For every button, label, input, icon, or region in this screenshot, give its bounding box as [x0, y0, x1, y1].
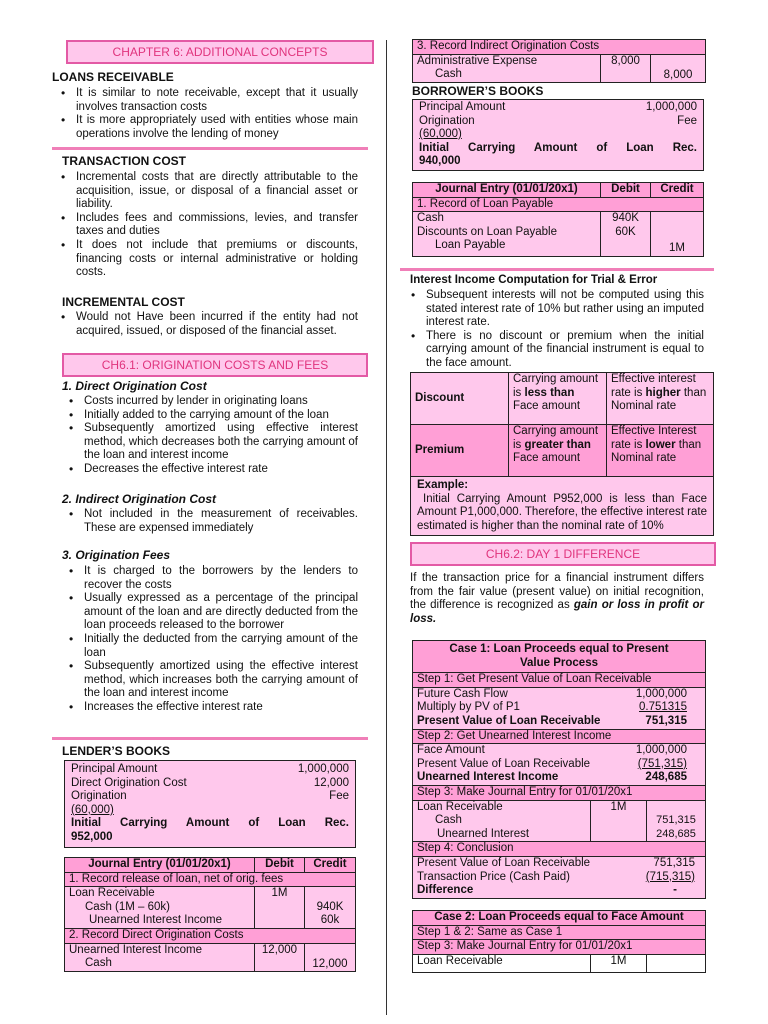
- list-item: • Initially the deducted from the carrying amount of the loan: [60, 633, 358, 660]
- table-row: [413, 925, 706, 940]
- borrower-journal-table: [412, 182, 704, 257]
- entry-line: Cash (1M – 60k): [85, 900, 171, 913]
- row-label: Direct Origination Cost: [71, 776, 187, 789]
- loans-receivable-title: LOANS RECEIVABLE: [52, 70, 174, 84]
- initial-carrying-value: 952,000: [71, 830, 113, 843]
- interest-income-list: [402, 289, 704, 371]
- row-value: 0.751315: [639, 701, 687, 714]
- list-item: • Subsequently amortized using the effective interest method, which increases both the carrying amount of the loan and interest income: [60, 660, 358, 701]
- list-item: • It is more appropriately used with entities whose main operations involve the lending of money: [52, 114, 358, 141]
- entry-line: Administrative Expense: [417, 54, 538, 67]
- row-value: 248,685: [645, 771, 687, 784]
- debit-line: 940K: [612, 212, 639, 225]
- debit-cell: 12,000: [255, 943, 305, 972]
- entry-cell: [413, 212, 601, 257]
- entry-line: Cash: [435, 814, 462, 827]
- table-row: [413, 54, 706, 83]
- indirect-origination-title: 2. Indirect Origination Cost: [62, 492, 217, 506]
- text-part: Carrying amount is: [513, 425, 599, 451]
- table-row: [413, 842, 706, 857]
- case2-table: [412, 910, 706, 973]
- table-row: [419, 115, 697, 129]
- transaction-cost-title: TRANSACTION COST: [62, 154, 186, 168]
- table-row: [413, 911, 706, 926]
- row-label: Principal Amount: [419, 101, 506, 113]
- indirect-origination-list: [60, 508, 358, 535]
- direct-origination-list: [60, 395, 358, 477]
- row-label: Transaction Price (Cash Paid): [417, 870, 570, 883]
- list-item: • Increases the effective interest rate: [60, 701, 358, 715]
- text-part: than Nominal rate: [611, 438, 702, 465]
- table-row: [417, 701, 701, 715]
- row-label: Difference: [417, 884, 474, 897]
- list-item: • Subsequently amortized using effective interest method, which decreases both the carrying amount of the loan and interest income: [60, 422, 358, 463]
- incremental-cost-title: INCREMENTAL COST: [62, 295, 185, 309]
- initial-carrying-label: Initial Carrying Amount of Loan Rec.: [419, 141, 697, 154]
- table-row: [417, 857, 701, 871]
- text-part: than Nominal rate: [611, 386, 707, 413]
- row-label: Present Value of Loan Receivable: [417, 856, 591, 869]
- row-value: 751,315: [653, 856, 695, 869]
- entry-line: Cash: [85, 957, 112, 970]
- lender-journal-table: [64, 857, 356, 972]
- step-cell: Step 3: Make Journal Entry for 01/01/20x1: [413, 940, 706, 955]
- borrowers-books-table: [412, 99, 704, 171]
- text-emphasis: greater than: [524, 438, 591, 451]
- entry-cell: Loan Receivable: [413, 954, 591, 972]
- table-row: [411, 477, 714, 536]
- premium-label: Premium: [411, 425, 509, 477]
- entry-cell: [65, 943, 255, 972]
- row-value: 1,000,000: [645, 101, 697, 113]
- row-label: Unearned Interest Income: [417, 771, 559, 784]
- step-cell: 3. Record Indirect Origination Costs: [413, 40, 706, 55]
- debit-cell: 1M: [255, 887, 305, 929]
- debit-line: 60K: [615, 225, 636, 238]
- table-row: [417, 744, 701, 758]
- step1-cell: [413, 687, 706, 729]
- list-item: • Costs incurred by lender in originating loans: [60, 395, 358, 409]
- initial-carrying-label: Initial Carrying Amount of Loan Rec.: [71, 817, 349, 830]
- text-part: If the transaction price for a financial instrument differs from the fair value (present value) on initial recognition, the difference is recognized as: [410, 572, 704, 612]
- initial-carrying-value: 940,000: [419, 155, 461, 168]
- credit-line: 60k: [320, 914, 340, 927]
- row-label: Future Cash Flow: [417, 687, 508, 700]
- step-cell: Step 1 & 2: Same as Case 1: [413, 925, 706, 940]
- table-row: [417, 871, 701, 885]
- table-row: [413, 729, 706, 744]
- example-text: Initial Carrying Amount P952,000 is less than Face Amount P1,000,000. Therefore, the effective interest rate estimated is higher than the nominal rate of 10%: [417, 492, 707, 532]
- text-emphasis: less than: [524, 386, 575, 399]
- ch62-title-text: CH6.2: DAY 1 DIFFERENCE: [485, 547, 641, 561]
- list-item: • Initially added to the carrying amount of the loan: [60, 409, 358, 423]
- table-row: [413, 744, 706, 786]
- table-header-row: [413, 183, 704, 198]
- row-label: Origination: [71, 790, 127, 803]
- credit-cell: 1M: [651, 212, 704, 257]
- table-row: [71, 763, 349, 777]
- discount-carrying-cell: [509, 373, 607, 425]
- table-row: [413, 641, 706, 673]
- text-emphasis: gain or loss in profit or loss.: [410, 599, 704, 625]
- step-cell: Step 2: Get Unearned Interest Income: [413, 729, 706, 744]
- row-label: Origination: [419, 114, 475, 127]
- row-value: (715,315): [645, 870, 695, 883]
- table-row: [417, 771, 701, 785]
- table-row: [65, 887, 356, 929]
- entry-line: Unearned Interest Income: [69, 943, 202, 956]
- origination-fee-value: (60,000): [71, 803, 114, 816]
- premium-rate-cell: [607, 425, 714, 477]
- interest-income-title: Interest Income Computation for Trial & Error: [410, 274, 658, 286]
- credit-line: 940K: [316, 900, 344, 913]
- row-value: 1,000,000: [297, 763, 349, 775]
- debit-cell: 8,000: [601, 54, 651, 83]
- list-item: • It is similar to note receivable, except that it usually involves transaction costs: [52, 87, 358, 114]
- debit-cell: 1M: [591, 954, 647, 972]
- entry-line: Cash: [435, 68, 462, 81]
- indirect-journal-table: [412, 39, 706, 83]
- section-divider: [52, 737, 368, 740]
- header-cell: Credit: [651, 183, 704, 198]
- table-row: [413, 800, 706, 842]
- table-row: [413, 856, 706, 898]
- credit-cell: 12,000: [305, 943, 356, 972]
- credit-cell: [305, 887, 356, 929]
- table-row: [65, 928, 356, 943]
- row-value: -: [673, 884, 677, 897]
- premium-carrying-cell: [509, 425, 607, 477]
- entry-cell: [413, 54, 601, 83]
- lenders-books-title: LENDER’S BOOKS: [62, 744, 171, 758]
- step-cell: 1. Record release of loan, net of orig. fees: [65, 872, 356, 887]
- table-row: [71, 790, 349, 804]
- section-divider: [400, 268, 714, 271]
- step-cell: 2. Record Direct Origination Costs: [65, 928, 356, 943]
- row-value: 1,000,000: [635, 687, 687, 700]
- discount-premium-table: [410, 372, 714, 536]
- step-cell: 1. Record of Loan Payable: [413, 197, 704, 212]
- credit-line: 248,685: [656, 827, 696, 840]
- loans-receivable-list: [52, 87, 358, 141]
- origination-fees-title: 3. Origination Fees: [62, 548, 171, 562]
- list-item: • It is charged to the borrowers by the lenders to recover the costs: [60, 565, 358, 592]
- entry-line: Unearned Interest: [437, 827, 530, 840]
- row-value: Fee: [677, 114, 697, 127]
- step-cell: Step 1: Get Present Value of Loan Receivable: [413, 673, 706, 688]
- row-label: Present Value of Loan Receivable: [417, 757, 591, 770]
- case2-title: Case 2: Loan Proceeds equal to Face Amount: [413, 911, 706, 926]
- entry-cell: [65, 887, 255, 929]
- list-item: • Would not Have been incurred if the entity had not acquired, issued, or disposed of the financial asset.: [52, 311, 358, 338]
- text-emphasis: lower: [645, 438, 676, 451]
- discount-rate-cell: [607, 373, 714, 425]
- table-row: [417, 758, 701, 772]
- table-row: [417, 884, 701, 898]
- list-item: • Incremental costs that are directly attributable to the acquisition, issue, or disposal of a financial asset or liability.: [52, 171, 358, 212]
- case1-title: Case 1: Loan Proceeds equal to Present Value Process: [413, 641, 706, 673]
- row-value: 12,000: [313, 776, 349, 789]
- ch61-title-text: CH6.1: ORIGINATION COSTS AND FEES: [101, 358, 329, 372]
- list-item: • Subsequent interests will not be computed using this stated interest rate of 10% but rather using an imputed interest rate.: [402, 289, 704, 330]
- text-part: Effective Interest rate is: [611, 425, 697, 451]
- ch61-title: [62, 353, 368, 377]
- table-row: [413, 954, 706, 972]
- row-label: Principal Amount: [71, 763, 158, 775]
- list-item: • It does not include that premiums or discounts, financing costs or internal administrative or holding costs.: [52, 239, 358, 280]
- table-row: [419, 101, 697, 115]
- header-cell: Journal Entry (01/01/20x1): [65, 858, 255, 873]
- row-value: Fee: [329, 790, 349, 803]
- lenders-books-table: [64, 760, 356, 848]
- table-row: [417, 715, 701, 729]
- table-row: [413, 40, 706, 55]
- step-cell: Step 4: Conclusion: [413, 842, 706, 857]
- table-row: [413, 212, 704, 257]
- entry-line: Loan Payable: [435, 239, 506, 252]
- origination-fee-value: (60,000): [419, 128, 462, 141]
- chapter-title-text: CHAPTER 6: ADDITIONAL CONCEPTS: [112, 45, 328, 59]
- table-row: [65, 943, 356, 972]
- credit-cell: [647, 800, 706, 842]
- table-row: [413, 687, 706, 729]
- incremental-cost-list: [52, 311, 358, 338]
- example-title: Example:: [417, 479, 469, 491]
- entry-line: Cash: [417, 212, 444, 225]
- header-cell: Debit: [255, 858, 305, 873]
- row-label: Face Amount: [417, 744, 485, 757]
- row-value: 1,000,000: [635, 744, 687, 757]
- table-row: [411, 373, 714, 425]
- credit-line: 751,315: [656, 814, 696, 827]
- column-divider: [386, 40, 387, 1015]
- list-item: • Includes fees and commissions, levies, and transfer taxes and duties: [52, 212, 358, 239]
- debit-cell: 1M: [591, 800, 647, 842]
- table-row: [71, 777, 349, 791]
- table-row: [417, 688, 701, 702]
- table-row: [413, 197, 704, 212]
- text-part: Face amount: [513, 452, 581, 465]
- list-item: • Not included in the measurement of receivables. These are expensed immediately: [60, 508, 358, 535]
- lenders-books-cell: [65, 761, 356, 848]
- borrowers-books-cell: [413, 100, 704, 171]
- example-cell: [411, 477, 714, 536]
- row-label: Multiply by PV of P1: [417, 701, 520, 714]
- row-value: (751,315): [637, 757, 687, 770]
- table-row: [411, 425, 714, 477]
- list-item: • There is no discount or premium when the initial carrying amount of the financial instrument is equal to the face amount.: [402, 330, 704, 371]
- row-label: Present Value of Loan Receivable: [417, 714, 601, 727]
- entry-line: Unearned Interest Income: [89, 914, 222, 927]
- origination-fees-list: [60, 565, 358, 715]
- header-cell: Debit: [601, 183, 651, 198]
- entry-line: Loan Receivable: [69, 887, 155, 900]
- credit-cell: 8,000: [651, 54, 706, 83]
- text-emphasis: higher: [645, 386, 681, 399]
- list-item: • Usually expressed as a percentage of the principal amount of the loan and are directly deducted from the loan proceeds released to the borrower: [60, 592, 358, 633]
- header-cell: Credit: [305, 858, 356, 873]
- text-part: Effective interest rate is: [611, 373, 696, 399]
- credit-cell: [647, 954, 706, 972]
- direct-origination-title: 1. Direct Origination Cost: [62, 379, 207, 393]
- case1-table: [412, 640, 706, 899]
- entry-line: Discounts on Loan Payable: [417, 225, 558, 238]
- section-divider: [52, 147, 368, 150]
- entry-cell: [413, 800, 591, 842]
- step4-cell: [413, 856, 706, 898]
- day1-paragraph: [410, 572, 704, 626]
- step2-cell: [413, 744, 706, 786]
- table-row: [65, 872, 356, 887]
- entry-line: Loan Receivable: [417, 800, 503, 813]
- step-cell: Step 3: Make Journal Entry for 01/01/20x1: [413, 785, 706, 800]
- header-cell: Journal Entry (01/01/20x1): [413, 183, 601, 198]
- ch62-title: [410, 542, 716, 566]
- table-row: [413, 673, 706, 688]
- chapter-title: [66, 40, 374, 64]
- transaction-cost-list: [52, 171, 358, 280]
- debit-cell: [601, 212, 651, 257]
- table-row: [413, 940, 706, 955]
- row-value: 751,315: [645, 714, 687, 727]
- text-part: Carrying amount is: [513, 373, 599, 399]
- discount-label: Discount: [411, 373, 509, 425]
- borrowers-books-title: BORROWER’S BOOKS: [412, 84, 544, 98]
- list-item: • Decreases the effective interest rate: [60, 463, 358, 477]
- table-header-row: [65, 858, 356, 873]
- table-row: [413, 785, 706, 800]
- text-part: Face amount: [513, 400, 581, 413]
